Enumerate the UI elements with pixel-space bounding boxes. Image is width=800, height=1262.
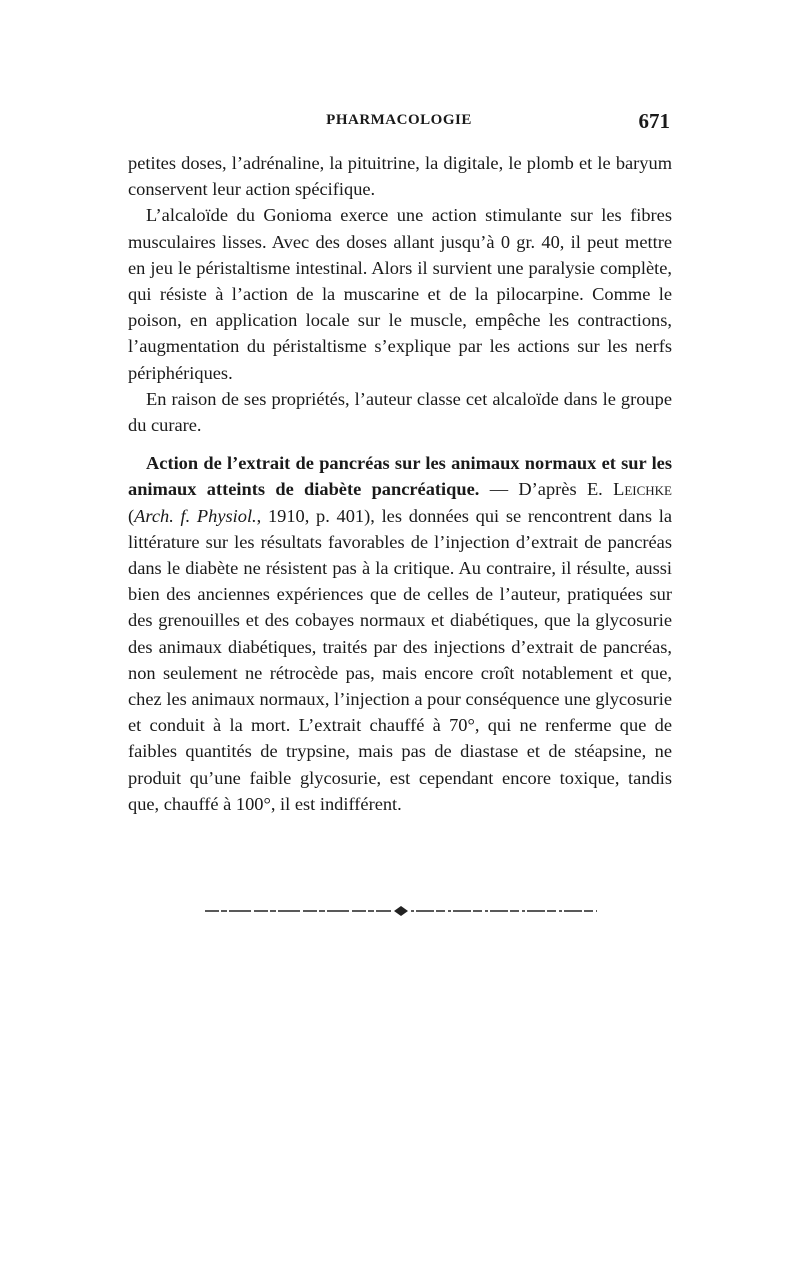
section-dash: — D’après xyxy=(479,479,587,500)
citation-open: ( xyxy=(128,505,135,526)
page-number: 671 xyxy=(638,109,670,133)
citation-details: , 1910, p. 401), xyxy=(256,505,382,526)
end-ornament xyxy=(205,901,597,921)
paragraph-curare: En raison de ses propriétés, l’auteur classe cet alcaloïde dans le groupe du curare. xyxy=(128,388,672,436)
page-header xyxy=(128,109,670,138)
section-pancreas xyxy=(128,450,672,817)
section-body: les données qui se rencontrent dans la littérature sur les résultats favorables de l’injection d’extrait de pancréas dans le diabète ne résistent pas à la critique. Au contraire, il résulte, aussi bien des anciennes expériences que de celles de l’auteur, pratiquées sur des grenouilles et des cobayes normaux et diabétiques, que la glycosurie des animaux diabétiques, traités par des injections d’extrait de pancréas, non seulement ne rétrocède pas, mais encore croît notablement et que, chez les animaux normaux, l’injection a pour conséquence une glycosurie et conduit à la mort. L’extrait chauffé à 70°, qui ne renferme que de faibles quantités de trypsine, mais pas de diastase et de stéapsine, ne produit qu’une faible glycosurie, est cependant encore toxique, tandis que, chauffé à 100°, il est indifférent. xyxy=(128,505,673,814)
paragraph-gonioma: L’alcaloïde du Gonioma exerce une action stimulante sur les fibres musculaires lisses. Avec des doses allant jusqu’à 0 gr. 40, il peut mettre en jeu le péristaltisme intestinal. Alors il survient une paralysie complète, qui résiste à l’action de la muscarine et de la pilocarpine. Comme le poison, en application locale sur le muscle, empêche les contractions, l’augmentation du péristaltisme s’explique par les actions sur les nerfs périphériques. xyxy=(128,205,672,383)
body-text xyxy=(128,150,672,817)
author-name: E. Leichke xyxy=(586,479,672,500)
journal-title: Arch. f. Physiol. xyxy=(134,505,257,526)
ornament-diamond xyxy=(394,906,408,916)
running-head: PHARMACOLOGIE xyxy=(326,112,472,128)
paragraph-continuation: petites doses, l’adrénaline, la pituitrine, la digitale, le plomb et le baryum conservent leur action spécifique. xyxy=(128,153,672,200)
section-title: Action de l’extrait de pancréas sur les animaux normaux et sur les animaux atteints de diabète pancréatique. xyxy=(128,453,672,500)
